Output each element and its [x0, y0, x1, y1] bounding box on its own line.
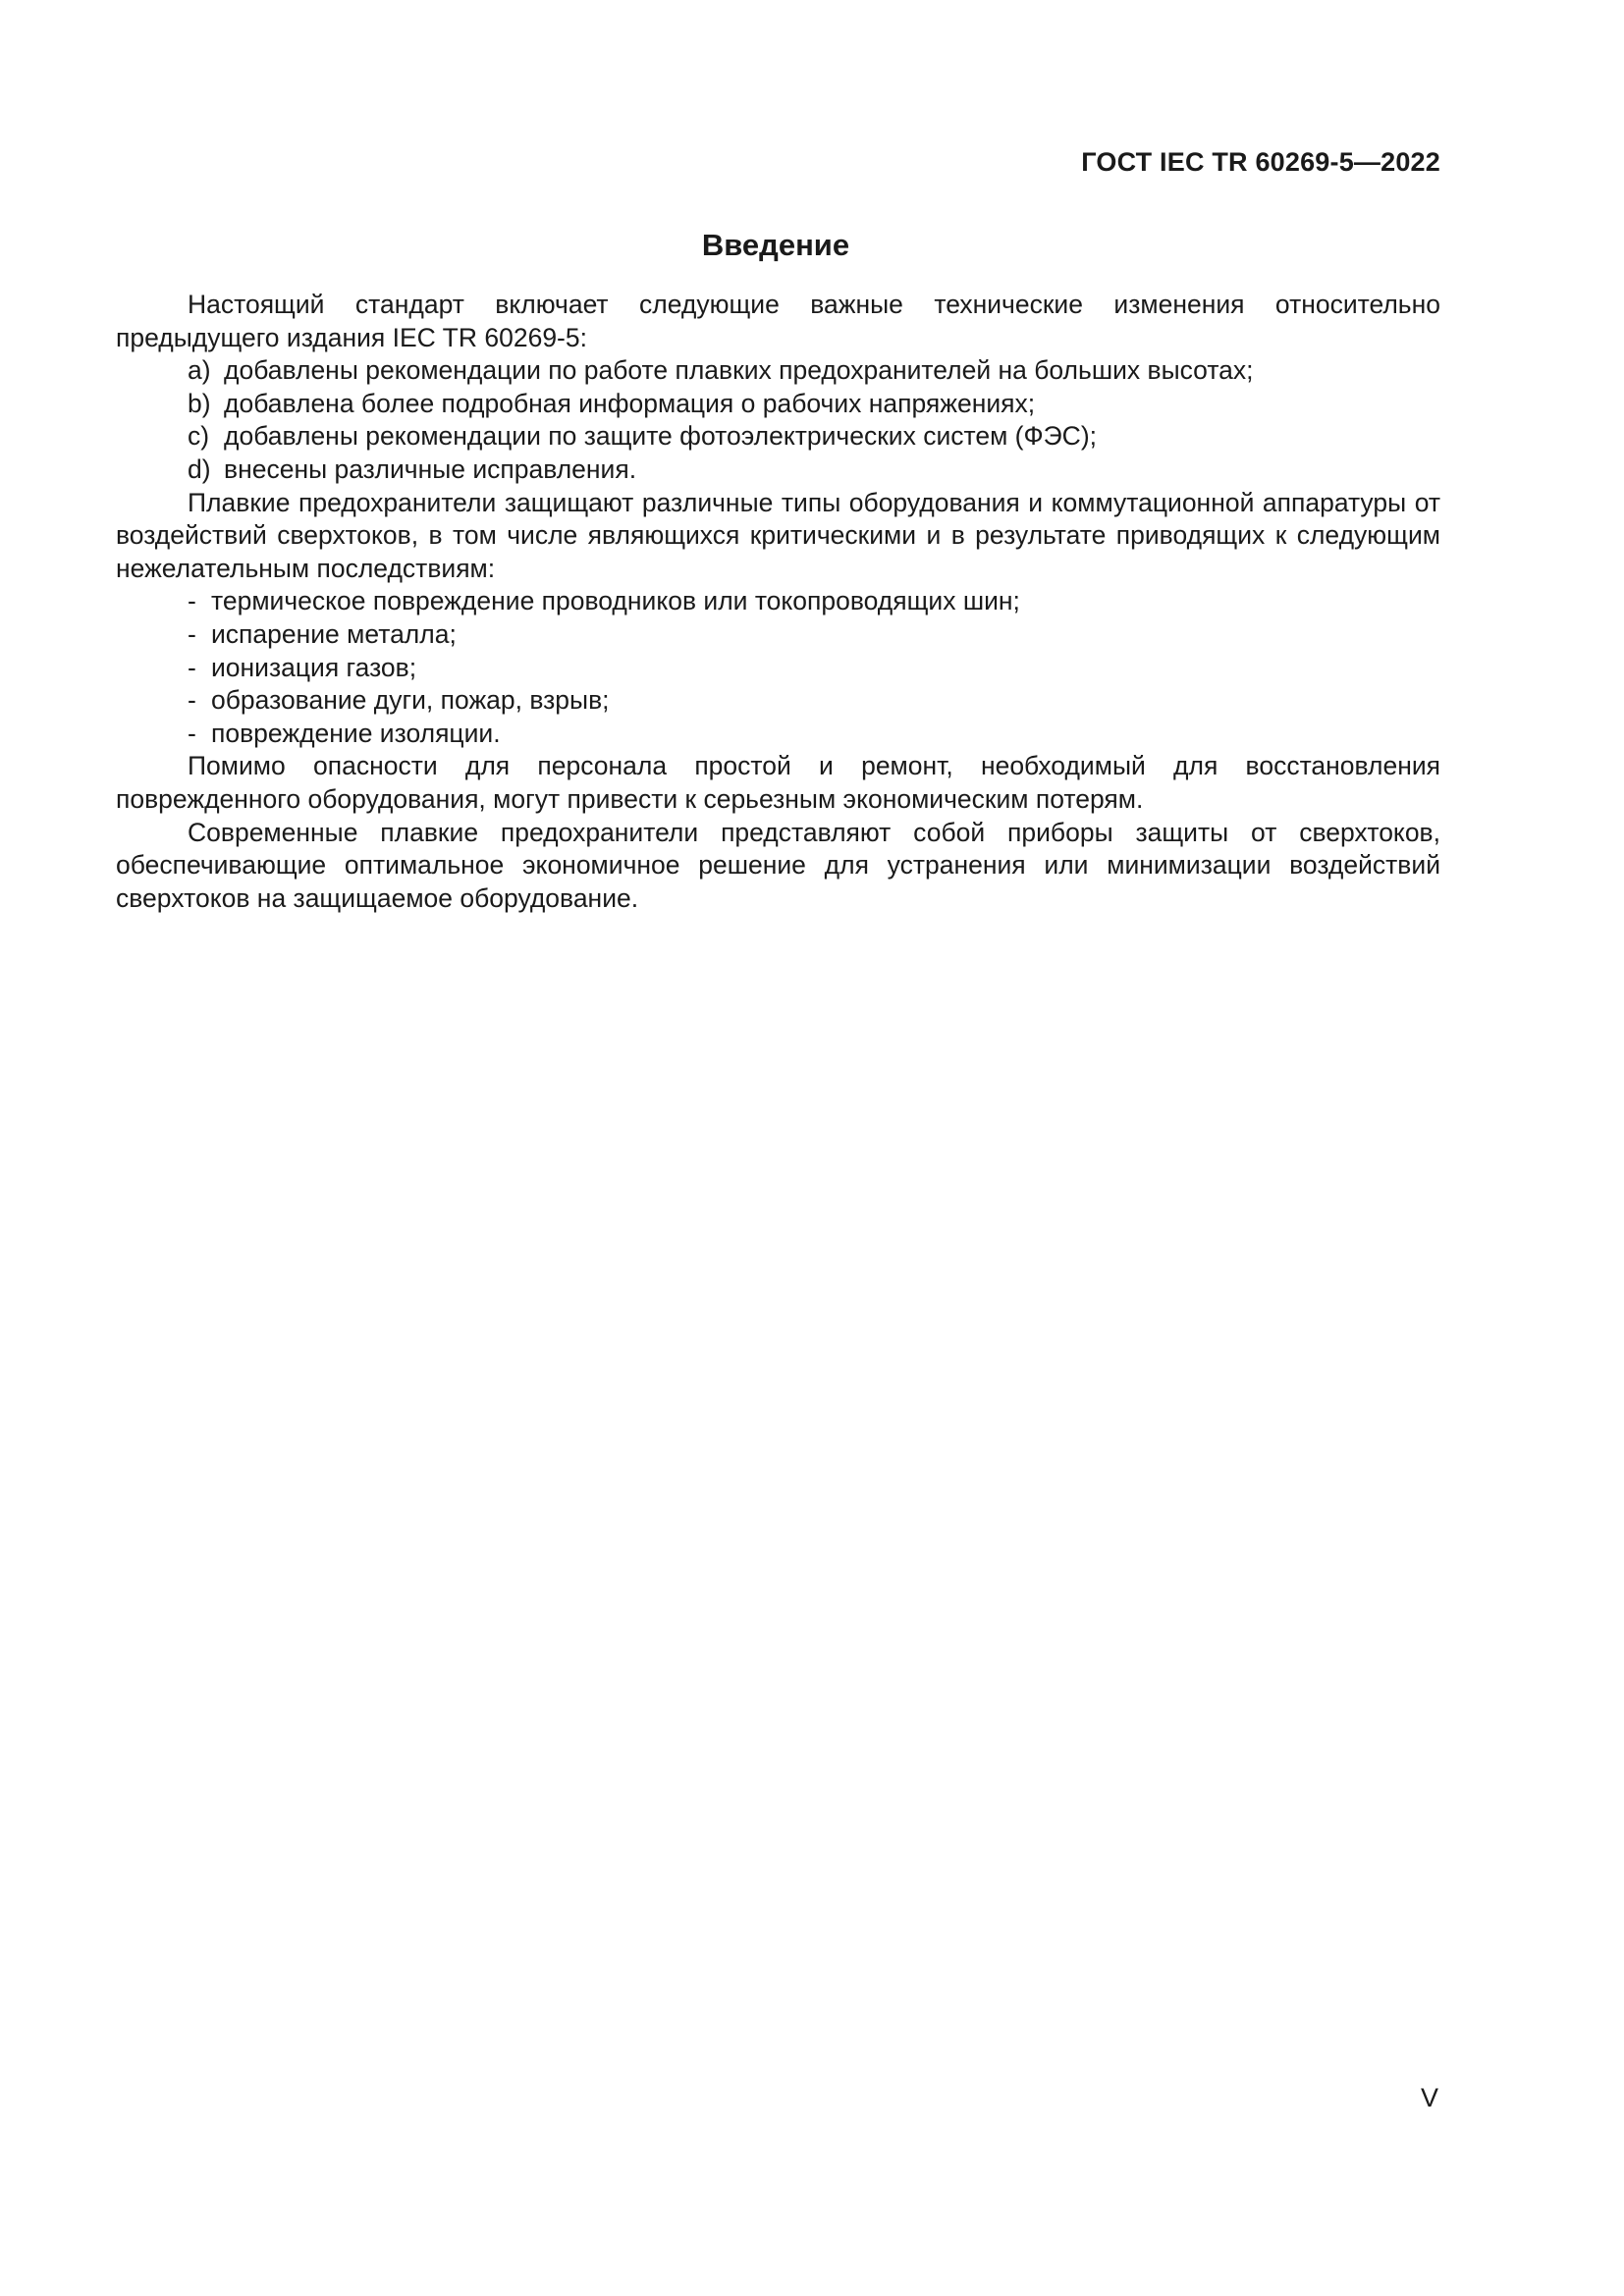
- list-item: [116, 684, 1440, 718]
- list-item-text: термическое повреждение проводников или токопроводящих шин;: [211, 586, 1020, 616]
- list-item: [116, 618, 1440, 652]
- list-marker: -: [188, 618, 196, 649]
- list-item: [116, 420, 1440, 454]
- list-item-text: повреждение изоляции.: [211, 718, 501, 748]
- list-item-text: внесены различные исправления.: [224, 454, 637, 484]
- modern-fuses-paragraph: Современные плавкие предохранители представляют собой приборы защиты от сверхтоков, обеспечивающие оптимальное экономичное решение для устранения или минимизации воздействий сверхтоков на защищаемое оборудование.: [116, 817, 1440, 913]
- list-marker: a): [188, 355, 211, 386]
- list-item-text: испарение металла;: [211, 618, 457, 649]
- list-item: [116, 354, 1440, 388]
- list-marker: -: [188, 652, 196, 682]
- document-body: [116, 289, 1440, 915]
- list-marker: -: [188, 718, 196, 748]
- list-marker: b): [188, 388, 211, 418]
- list-item: [116, 585, 1440, 618]
- list-item-text: ионизация газов;: [211, 652, 417, 682]
- list-marker: -: [188, 586, 196, 616]
- list-item: [116, 454, 1440, 487]
- document-code: ГОСТ IEC TR 60269-5—2022: [1081, 147, 1440, 177]
- protection-paragraph: Плавкие предохранители защищают различные типы оборудования и коммутационной аппаратуры от воздействий сверхтоков, в том числе являющихся критическими и в результате приводящих к следующим нежелательным последствиям:: [116, 487, 1440, 583]
- intro-paragraph: Настоящий стандарт включает следующие важные технические изменения относительно предыдущего издания IEC TR 60269-5:: [116, 290, 1440, 352]
- changes-list: [116, 354, 1440, 486]
- list-item-text: добавлены рекомендации по защите фотоэлектрических систем (ФЭС);: [224, 421, 1098, 452]
- list-item-text: образование дуги, пожар, взрыв;: [211, 685, 610, 716]
- list-marker: -: [188, 685, 196, 716]
- danger-paragraph: Помимо опасности для персонала простой и ремонт, необходимый для восстановления поврежденного оборудования, могут привести к серьезным экономическим потерям.: [116, 751, 1440, 814]
- list-item-text: добавлены рекомендации по работе плавких предохранителей на больших высотах;: [224, 355, 1254, 386]
- list-item-text: добавлена более подробная информация о рабочих напряжениях;: [224, 388, 1036, 418]
- section-title: Введение: [701, 228, 850, 262]
- list-item: [116, 652, 1440, 685]
- consequences-list: [116, 585, 1440, 750]
- list-marker: d): [188, 454, 211, 484]
- list-item: [116, 388, 1440, 421]
- page-number: V: [1420, 2083, 1438, 2112]
- list-item: [116, 718, 1440, 751]
- list-marker: c): [188, 421, 210, 452]
